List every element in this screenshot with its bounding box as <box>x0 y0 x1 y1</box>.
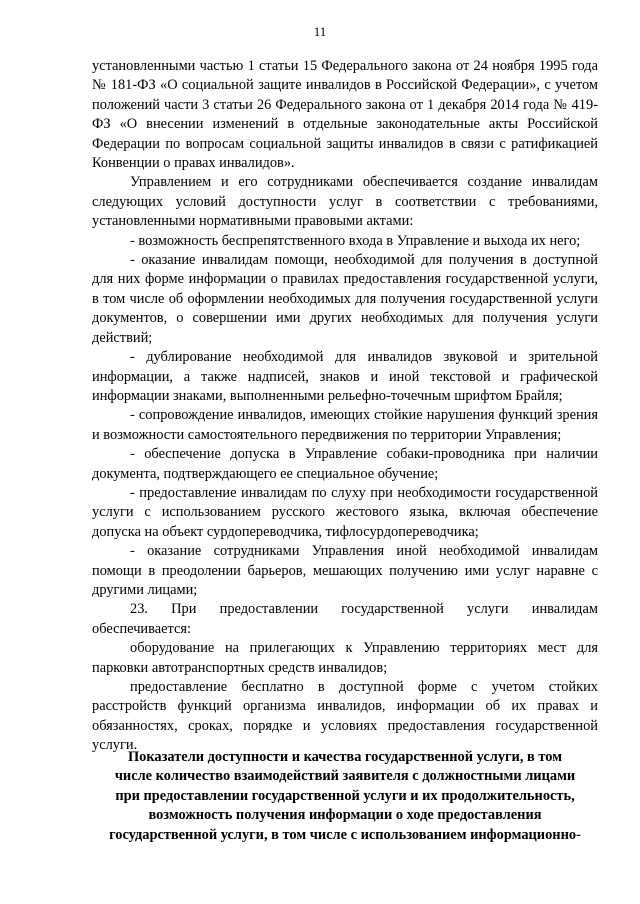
page-number: 11 <box>313 24 327 39</box>
heading-line: числе количество взаимодействий заявителя с должностными лицами <box>114 768 576 785</box>
list-item-entry-exit: - возможность беспрепятственного входа в Управление и выхода их него; <box>130 232 581 249</box>
paragraph-accessibility-conditions: Управлением и его сотрудниками обеспечивается создание инвалидам следующих условий доступности услуг в соответствии с требованиями, установленными нормативными правовыми актами: <box>92 174 598 230</box>
paragraph-free-information: предоставление бесплатно в доступной форме с учетом стойких расстройств функций организма инвалидов, информации об их правах и обязанностях, сроках, порядке и условиях предоставления государственной услуги. <box>92 679 598 754</box>
list-item-braille: - дублирование необходимой для инвалидов звуковой и зрительной информации, а также надписей, знаков и иной текстовой и графической информации знаками, выполненными рельефно-точечным шрифтом Брайля; <box>92 349 598 404</box>
list-item-guide-dog: - обеспечение допуска в Управление собаки-проводника при наличии документа, подтверждающего ее специальное обучение; <box>92 446 598 482</box>
heading-line: государственной услуги, в том числе с использованием информационно- <box>109 826 581 843</box>
paragraph-law-reference: установленными частью 1 статьи 15 Федерального закона от 24 ноября 1995 года № 181-ФЗ «О социальной защите инвалидов в Российской Федерации», с учетом положений части 3 статьи 26 Федерального закона от 1 декабря 2014 года № 419-ФЗ «О внесении изменений в отдельные законодательные акты Российской Федерации по вопросам социальной защиты инвалидов в связи с ратификацией Конвенции о правах инвалидов». <box>92 58 598 172</box>
body-text <box>92 57 598 756</box>
heading-line: возможность получения информации о ходе предоставления <box>148 807 542 824</box>
paragraph-parking: оборудование на прилегающих к Управлению территориях мест для парковки автотранспортных средств инвалидов; <box>92 640 598 676</box>
paragraph-clause-23: 23. При предоставлении государственной услуги инвалидам обеспечивается: <box>92 601 598 637</box>
section-heading <box>92 748 598 845</box>
heading-line: Показатели доступности и качества государственной услуги, в том <box>127 749 563 765</box>
heading-line: при предоставлении государственной услуги и их продолжительность, <box>115 787 575 804</box>
list-item-barrier-help: - оказание сотрудниками Управления иной необходимой инвалидам помощи в преодолении барьеров, мешающих получению ими услуг наравне с другими лицами; <box>92 543 598 598</box>
list-item-escort: - сопровождение инвалидов, имеющих стойкие нарушения функций зрения и возможности самостоятельного передвижения по территории Управления; <box>92 407 598 443</box>
list-item-sign-language: - предоставление инвалидам по слуху при необходимости государственной услуги с использованием русского жестового языка, включая обеспечение допуска на объект сурдопереводчика, тифлосурдопереводчика; <box>92 484 598 540</box>
list-item-assistance: - оказание инвалидам помощи, необходимой для получения в доступной для них форме информации о правилах предоставления государственной услуги, в том числе об оформлении необходимых для получения государственной услуги документов, о совершении ими других необходимых для получения услуги действий; <box>92 252 598 346</box>
